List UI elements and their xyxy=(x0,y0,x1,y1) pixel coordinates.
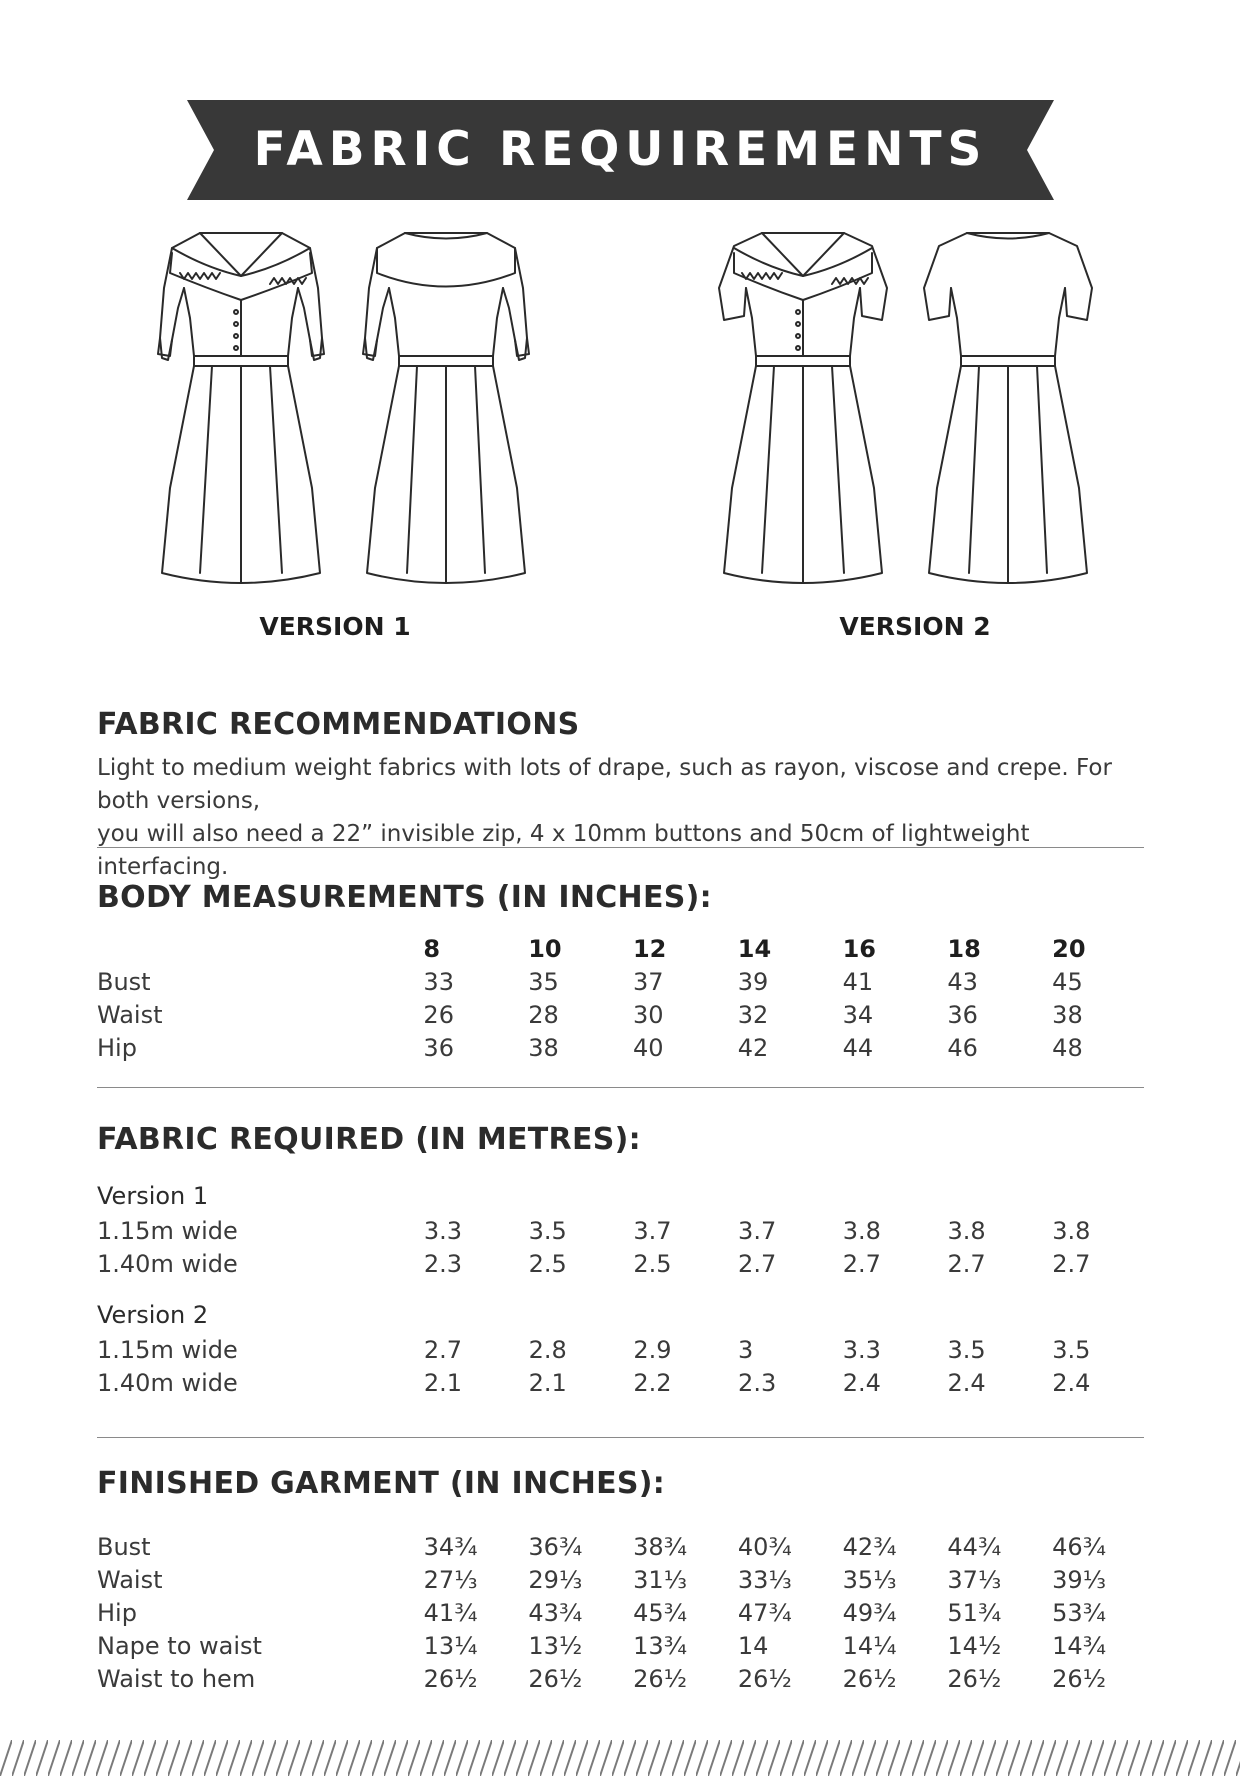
size-header-row xyxy=(97,932,1157,965)
row-label: 1.15m wide xyxy=(97,1335,238,1364)
table-cell: 26½ xyxy=(423,1664,478,1693)
version-1-back-drawing xyxy=(355,228,537,590)
table-cell: 28 xyxy=(528,1000,559,1029)
table-cell: 46¾ xyxy=(1052,1532,1106,1561)
table-cell: 39⅓ xyxy=(1052,1565,1106,1594)
table-cell: 48 xyxy=(1052,1033,1083,1062)
table-cell: 26½ xyxy=(633,1664,687,1693)
table-cell: 40 xyxy=(632,1033,664,1062)
table-cell: 14¾ xyxy=(1052,1631,1106,1660)
table-cell: 3.8 xyxy=(842,1216,881,1245)
table-cell: 38 xyxy=(528,1033,559,1062)
table-cell: 31⅓ xyxy=(633,1565,687,1594)
divider xyxy=(97,847,1144,848)
table-cell: 37 xyxy=(632,967,664,996)
table-row xyxy=(97,1596,1157,1629)
table-cell: 35 xyxy=(528,967,559,996)
table-row xyxy=(97,1662,1157,1695)
table-row xyxy=(97,1563,1157,1596)
table-cell: 33⅓ xyxy=(737,1565,792,1594)
table-cell: 3.8 xyxy=(1052,1216,1091,1245)
table-cell: 2.7 xyxy=(947,1249,986,1278)
table-cell: 26½ xyxy=(528,1664,583,1693)
table-cell: 2.3 xyxy=(423,1249,463,1278)
table-row xyxy=(97,998,1157,1031)
table-cell: 40¾ xyxy=(737,1532,792,1561)
size-header: 14 xyxy=(737,934,772,963)
table-cell: 45¾ xyxy=(633,1598,687,1627)
table-cell: 36 xyxy=(947,1000,978,1029)
table-cell: 2.9 xyxy=(633,1335,672,1364)
body-measurements-table xyxy=(97,932,1157,1064)
table-cell: 13¼ xyxy=(423,1631,478,1660)
size-header: 12 xyxy=(632,934,667,963)
row-label: 1.15m wide xyxy=(97,1216,238,1245)
table-cell: 51¾ xyxy=(947,1598,1002,1627)
table-row xyxy=(97,1629,1157,1662)
table-cell: 14 xyxy=(737,1631,769,1660)
table-cell: 26½ xyxy=(737,1664,792,1693)
table-cell: 27⅓ xyxy=(423,1565,478,1594)
table-cell: 2.1 xyxy=(528,1368,567,1397)
table-cell: 34 xyxy=(842,1000,874,1029)
fabric-required-table xyxy=(97,1178,1157,1399)
finished-garment-heading: FINISHED GARMENT (IN INCHES): xyxy=(97,1466,666,1501)
table-row xyxy=(97,1333,1157,1366)
group-label: Version 1 xyxy=(97,1182,209,1210)
table-cell: 34¾ xyxy=(423,1532,478,1561)
group-label: Version 2 xyxy=(97,1301,209,1329)
table-cell: 41 xyxy=(842,967,874,996)
table-cell: 2.2 xyxy=(633,1368,672,1397)
table-cell: 38 xyxy=(1052,1000,1083,1029)
table-row xyxy=(97,1530,1157,1563)
row-label: Waist xyxy=(97,1565,163,1594)
table-cell: 43¾ xyxy=(528,1598,583,1627)
table-row xyxy=(97,965,1157,998)
bottom-stripe-band xyxy=(0,1740,1240,1776)
recommendations-line-2: you will also need a 22” invisible zip, 4 x 10mm buttons and 50cm of lightweight interfacing. xyxy=(97,821,1030,880)
table-cell: 39 xyxy=(737,967,769,996)
table-row xyxy=(97,1366,1157,1399)
group-header-row xyxy=(97,1178,1157,1214)
table-cell: 26 xyxy=(423,1000,454,1029)
recommendations-heading: FABRIC RECOMMENDATIONS xyxy=(97,707,580,742)
table-cell: 35⅓ xyxy=(842,1565,897,1594)
table-cell: 37⅓ xyxy=(947,1565,1002,1594)
table-cell: 33 xyxy=(423,967,454,996)
table-row xyxy=(97,1247,1157,1280)
finished-garment-table xyxy=(97,1530,1157,1695)
version-2-front-drawing xyxy=(712,228,894,590)
table-cell: 13½ xyxy=(528,1631,583,1660)
table-cell: 3.5 xyxy=(947,1335,986,1364)
title-banner xyxy=(187,100,1054,200)
table-cell: 2.7 xyxy=(423,1335,463,1364)
body-measurements-heading: BODY MEASUREMENTS (IN INCHES): xyxy=(97,880,712,915)
group-header-row xyxy=(97,1297,1157,1333)
table-cell: 2.8 xyxy=(528,1335,567,1364)
table-cell: 38¾ xyxy=(633,1532,687,1561)
table-cell: 2.1 xyxy=(423,1368,463,1397)
row-label: Bust xyxy=(97,967,151,996)
row-label: Hip xyxy=(97,1598,137,1627)
table-cell: 49¾ xyxy=(842,1598,897,1627)
table-cell: 2.4 xyxy=(947,1368,986,1397)
table-cell: 3.5 xyxy=(1052,1335,1091,1364)
table-cell: 3.7 xyxy=(738,1216,777,1245)
table-cell: 43 xyxy=(947,967,978,996)
table-cell: 29⅓ xyxy=(528,1565,583,1594)
table-row xyxy=(97,1031,1157,1064)
table-row xyxy=(97,1214,1157,1247)
table-cell: 3.7 xyxy=(633,1216,672,1245)
size-header: 18 xyxy=(947,934,981,963)
table-cell: 42 xyxy=(737,1033,769,1062)
size-header: 10 xyxy=(528,934,562,963)
row-label: 1.40m wide xyxy=(97,1368,238,1397)
table-cell: 36 xyxy=(423,1033,454,1062)
table-cell: 45 xyxy=(1052,967,1083,996)
recommendations-line-1: Light to medium weight fabrics with lots of drape, such as rayon, viscose and crepe. For both versions, xyxy=(97,755,1112,814)
row-label: Bust xyxy=(97,1532,151,1561)
table-cell: 26½ xyxy=(842,1664,897,1693)
size-header: 16 xyxy=(842,934,876,963)
version-2-back-drawing xyxy=(917,228,1099,590)
table-cell: 42¾ xyxy=(842,1532,897,1561)
table-cell: 41¾ xyxy=(423,1598,478,1627)
size-header: 8 xyxy=(423,934,441,963)
version-2-label: VERSION 2 xyxy=(839,612,991,641)
table-cell: 26½ xyxy=(947,1664,1002,1693)
table-cell: 36¾ xyxy=(528,1532,583,1561)
table-cell: 14¼ xyxy=(842,1631,897,1660)
table-cell: 32 xyxy=(737,1000,769,1029)
table-cell: 26½ xyxy=(1052,1664,1106,1693)
table-cell: 3.3 xyxy=(842,1335,881,1364)
table-cell: 2.3 xyxy=(738,1368,777,1397)
divider xyxy=(97,1087,1144,1088)
size-header: 20 xyxy=(1052,934,1086,963)
table-cell: 47¾ xyxy=(737,1598,792,1627)
table-cell: 3 xyxy=(738,1335,754,1364)
table-cell: 30 xyxy=(632,1000,664,1029)
table-cell: 2.4 xyxy=(842,1368,881,1397)
version-1-label: VERSION 1 xyxy=(259,612,411,641)
row-label: Hip xyxy=(97,1033,137,1062)
table-cell: 3.5 xyxy=(528,1216,567,1245)
table-cell: 13¾ xyxy=(633,1631,687,1660)
divider xyxy=(97,1437,1144,1438)
table-cell: 44 xyxy=(842,1033,874,1062)
row-label: 1.40m wide xyxy=(97,1249,238,1278)
table-cell: 2.7 xyxy=(738,1249,777,1278)
table-cell: 3.3 xyxy=(423,1216,463,1245)
table-cell: 46 xyxy=(947,1033,978,1062)
table-cell: 44¾ xyxy=(947,1532,1002,1561)
table-cell: 2.5 xyxy=(633,1249,672,1278)
fabric-required-heading: FABRIC REQUIRED (IN METRES): xyxy=(97,1122,641,1157)
table-cell: 14½ xyxy=(947,1631,1002,1660)
table-cell: 2.5 xyxy=(528,1249,567,1278)
row-label: Nape to waist xyxy=(97,1631,262,1660)
row-label: Waist to hem xyxy=(97,1664,256,1693)
table-cell: 53¾ xyxy=(1052,1598,1106,1627)
row-label: Waist xyxy=(97,1000,163,1029)
table-cell: 2.4 xyxy=(1052,1368,1091,1397)
recommendations-text xyxy=(97,752,1147,884)
page-title: FABRIC REQUIREMENTS xyxy=(253,122,988,177)
table-cell: 3.8 xyxy=(947,1216,986,1245)
version-1-front-drawing xyxy=(150,228,332,590)
table-cell: 2.7 xyxy=(842,1249,881,1278)
size-header-blank xyxy=(97,932,423,965)
table-cell: 2.7 xyxy=(1052,1249,1091,1278)
